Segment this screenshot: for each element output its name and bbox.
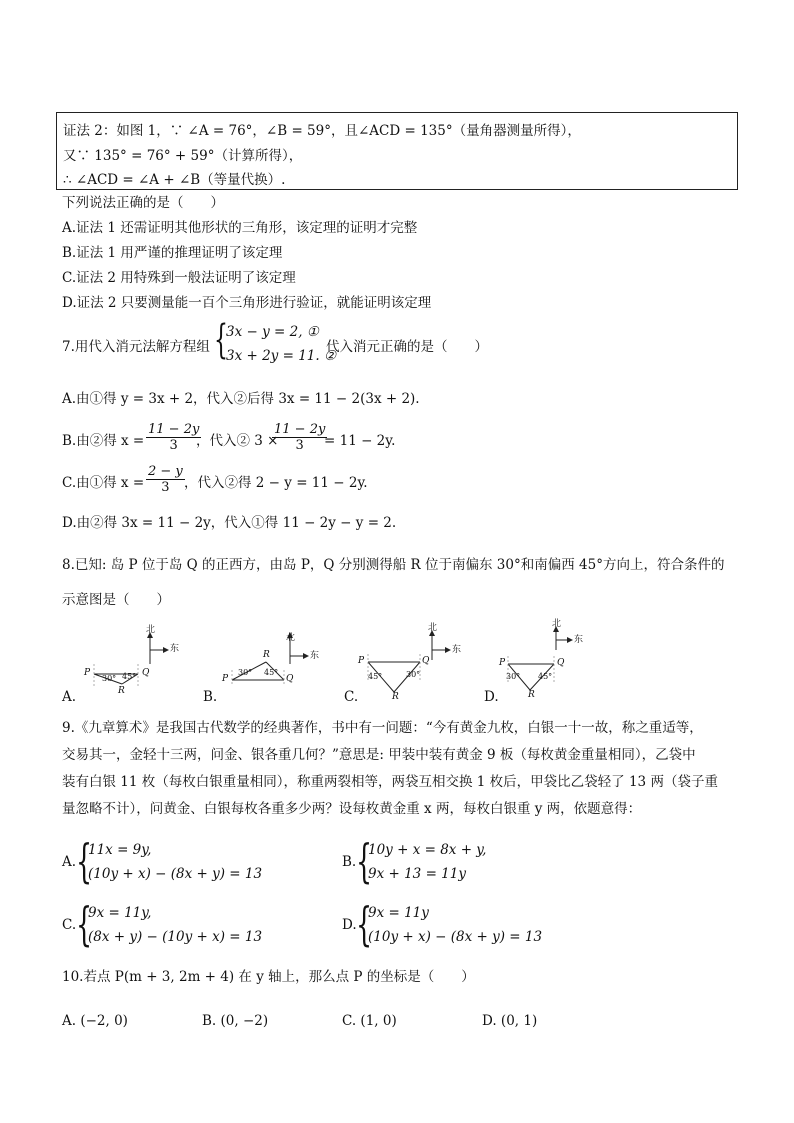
q9-option-a-brace: { [76, 834, 93, 888]
angle-45-label: 45° [368, 672, 383, 681]
q6-option-b: B.证法 1 用严谨的推理证明了该定理 [62, 245, 283, 261]
q6-option-a: A.证法 1 还需证明其他形状的三角形，该定理的证明才完整 [62, 220, 418, 236]
figure-c-label: C. [344, 689, 359, 705]
proof-line-2: 又∵ 135° = 76° + 59°（计算所得）， [63, 148, 303, 164]
p-label: P [358, 656, 365, 666]
north-label: 北 [552, 619, 562, 629]
figure-b-label: B. [203, 689, 218, 705]
q10-option-d: D. (0, 1) [482, 1013, 538, 1029]
q-label: Q [142, 668, 150, 678]
proof-line-1: 证法 2：如图 1，∵ ∠A = 76°，∠B = 59°，且∠ACD = 135°（量角器测量所得）， [63, 123, 581, 139]
figure-b-diagram [206, 624, 336, 704]
q9-line-2: 交易其一，金轻十三两，问金、银各重几何？”意思是: 甲装中装有黄金 9 板（每枚黄金重量相同），乙袋中 [62, 747, 696, 763]
figure-c-diagram [348, 624, 478, 704]
figure-a-label: A. [62, 689, 77, 705]
figure-a [66, 624, 196, 704]
q9-option-b-eq2: 9x + 13 = 11y [368, 866, 466, 882]
r-label: R [118, 686, 125, 696]
q9-line-3: 装有白银 11 枚（每枚白银重量相同），称重两裂相等，两袋互相交换 1 枚后，甲袋比乙袋轻了 13 两（袋子重 [62, 774, 718, 790]
q10-stem: 10.若点 P(m + 3, 2m + 4) 在 y 轴上，那么点 P 的坐标是（ ） [62, 969, 475, 985]
q9-option-b-eq1: 10y + x = 8x + y, [368, 842, 487, 858]
q-label: Q [422, 656, 430, 666]
q9-option-b-brace: { [356, 834, 373, 888]
r-label: R [392, 692, 399, 702]
east-label: 东 [170, 644, 180, 654]
q7-option-c-post: ，代入②得 2 − y = 11 − 2y. [184, 475, 368, 491]
q7-option-a: A.由①得 y = 3x + 2，代入②后得 3x = 11 − 2(3x + 2). [62, 391, 420, 407]
q6-option-d: D.证法 2 只要测量能一百个三角形进行验证，就能证明该定理 [62, 295, 432, 311]
east-label: 东 [574, 635, 584, 645]
q9-option-a-eq2: (10y + x) − (8x + y) = 13 [88, 866, 263, 882]
q7-option-c-pre: C.由①得 x = [62, 475, 145, 491]
q7-option-b-frac1 [146, 422, 201, 453]
q9-option-a-label: A. [62, 854, 77, 870]
q6-stem: 下列说法正确的是（ ） [62, 195, 224, 211]
q7-option-b-frac2 [272, 422, 327, 453]
proof-box [56, 112, 738, 190]
proof-line-3: ∴ ∠ACD = ∠A + ∠B（等量代换）. [63, 172, 286, 188]
q10-option-c: C. (1, 0) [342, 1013, 397, 1029]
angle-45-label: 45° [264, 668, 279, 677]
q9-option-d-label: D. [342, 917, 357, 933]
q7-option-b-post: = 11 − 2y. [324, 433, 396, 449]
q9-option-a-eq1: 11x = 9y, [88, 842, 152, 858]
r-label: R [263, 650, 270, 660]
q8-line-1: 8.已知: 岛 P 位于岛 Q 的正西方，由岛 P，Q 分别测得船 R 位于南偏东 30°和南偏西 45°方向上，符合条件的 [62, 557, 725, 573]
q9-line-4: 量忽略不计），问黄金、白银每枚各重多少两？设每枚黄金重 x 两，每枚白银重 y 两，依题意得： [62, 801, 642, 817]
q7-eq2: 3x + 2y = 11. ② [226, 348, 337, 364]
east-label: 东 [452, 645, 462, 655]
q6-option-c: C.证法 2 用特殊到一般法证明了该定理 [62, 270, 296, 286]
q10-option-b: B. (0, −2) [202, 1013, 269, 1029]
q9-option-d-eq2: (10y + x) − (8x + y) = 13 [368, 929, 543, 945]
angle-30-label: 30° [406, 670, 421, 679]
frac-denominator: 3 [169, 438, 178, 453]
frac-denominator: 3 [295, 438, 304, 453]
q8-line-2: 示意图是（ ） [62, 592, 170, 608]
figure-a-diagram [66, 624, 196, 704]
north-label: 北 [146, 625, 156, 635]
north-label: 北 [428, 623, 438, 633]
q-label: Q [557, 658, 565, 668]
q9-option-c-brace: { [76, 897, 93, 951]
q-label: Q [286, 674, 294, 684]
frac-numerator: 11 − 2y [274, 422, 326, 437]
q7-brace: { [214, 317, 228, 363]
q7-option-b-mid: ，代入② 3 × [196, 433, 279, 449]
p-label: P [499, 658, 506, 668]
angle-30-label: 30° [238, 668, 253, 677]
q9-option-c-eq2: (8x + y) − (10y + x) = 13 [88, 929, 263, 945]
east-arrow-head [163, 647, 169, 653]
q9-option-c-label: C. [62, 917, 77, 933]
p-label: P [222, 674, 229, 684]
frac-numerator: 2 − y [148, 464, 183, 479]
q9-option-d-eq1: 9x = 11y [368, 905, 429, 921]
figure-b [206, 624, 336, 704]
angle-30-label: 30° [506, 672, 521, 681]
figure-d [494, 619, 624, 704]
q7-option-c-frac [146, 464, 185, 495]
north-label: 北 [286, 633, 296, 643]
p-label: P [84, 668, 91, 678]
q7-suffix: 代入消元正确的是（ ） [326, 339, 488, 355]
figure-d-label: D. [484, 689, 499, 705]
q7-option-d: D.由②得 3x = 11 − 2y，代入①得 11 − 2y − y = 2. [62, 515, 397, 531]
q9-line-1: 9.《九章算术》是我国古代数学的经典著作，书中有一问题：“今有黄金九枚，白银一十一故，称之重适等， [62, 720, 703, 736]
q10-option-a: A. (−2, 0) [62, 1013, 128, 1029]
angle-45-label: 45° [538, 672, 553, 681]
figure-c [348, 624, 478, 704]
q9-option-c-eq1: 9x = 11y, [88, 905, 152, 921]
q9-option-b-label: B. [342, 854, 357, 870]
q9-option-d-brace: { [356, 897, 373, 951]
angle-45-label: 45° [122, 672, 137, 681]
angle-30-label: 30° [102, 674, 117, 683]
q7-eq1: 3x − y = 2, ① [226, 324, 319, 340]
q7-option-b-pre: B.由②得 x = [62, 433, 145, 449]
east-label: 东 [310, 651, 320, 661]
frac-numerator: 11 − 2y [148, 422, 200, 437]
frac-denominator: 3 [161, 480, 170, 495]
r-label: R [528, 690, 535, 700]
q7-prefix: 7.用代入消元法解方程组 [62, 339, 210, 355]
